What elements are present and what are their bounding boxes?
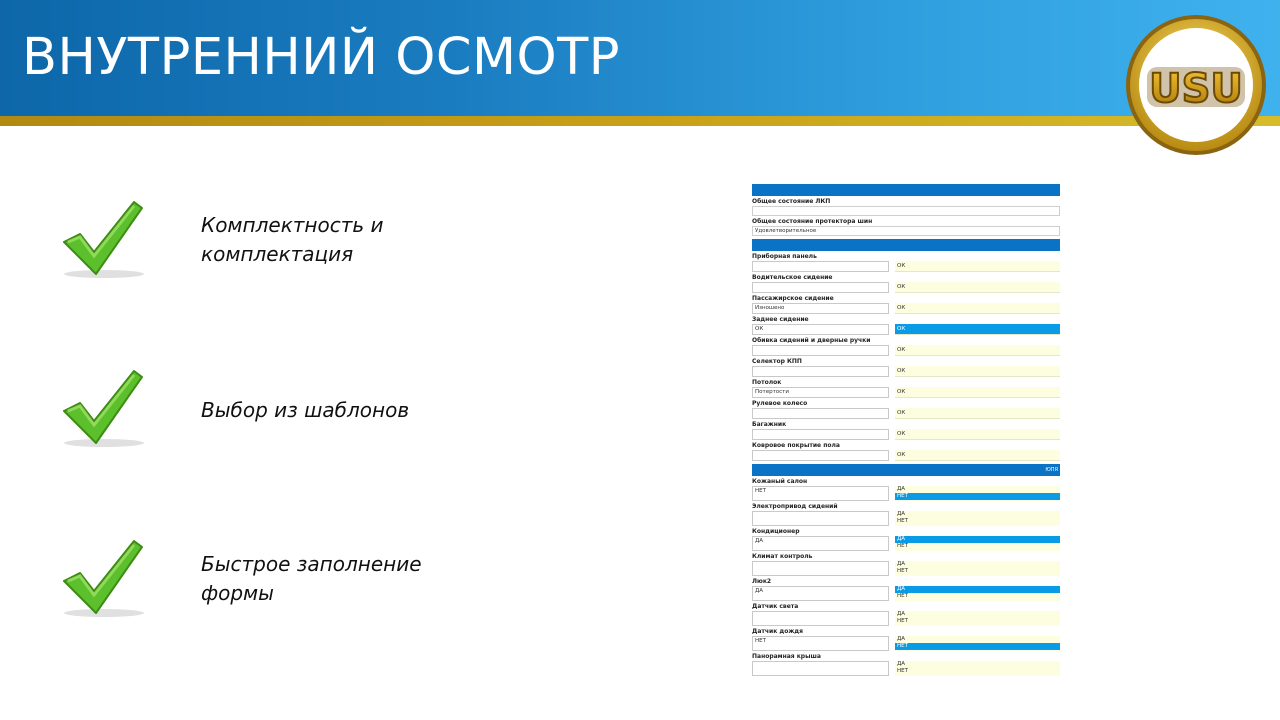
option-no[interactable]: НЕТ <box>897 668 908 674</box>
field-input[interactable] <box>752 561 889 576</box>
field-label: Кондиционер <box>752 528 800 535</box>
template-option[interactable]: ОК <box>895 387 1060 398</box>
field-label: Общее состояние ЛКП <box>752 198 831 205</box>
option-yes[interactable]: ДА <box>897 611 906 617</box>
field-label: Водительское сидение <box>752 274 833 281</box>
template-option[interactable]: ОК <box>895 429 1060 440</box>
field-input[interactable] <box>752 366 889 377</box>
option-no[interactable]: НЕТ <box>897 593 908 599</box>
form-section-header <box>752 184 1060 196</box>
option-list <box>895 636 1060 651</box>
field-input[interactable] <box>752 611 889 626</box>
bullet-item <box>201 211 461 269</box>
template-option[interactable]: ОК <box>895 303 1060 314</box>
template-option-selected[interactable]: ОК <box>895 324 1060 335</box>
bullet-item <box>201 396 461 425</box>
bullet-text-line: Комплектность и <box>201 213 384 237</box>
field-label: Заднее сидение <box>752 316 809 323</box>
usu-logo <box>1125 14 1267 156</box>
field-input[interactable]: Изношено <box>752 303 889 314</box>
field-label: Потолок <box>752 379 782 386</box>
bullet-text-line: комплектация <box>201 242 354 266</box>
field-input[interactable]: ДА <box>752 536 889 551</box>
option-list <box>895 511 1060 526</box>
option-yes[interactable]: ДА <box>897 561 906 567</box>
field-input[interactable]: Потертости <box>752 387 889 398</box>
field-input[interactable]: НЕТ <box>752 636 889 651</box>
field-label: Электропривод сидений <box>752 503 838 510</box>
field-input[interactable] <box>752 429 889 440</box>
field-input[interactable] <box>752 282 889 293</box>
bullet-item <box>201 550 461 608</box>
field-input[interactable]: Удовлетворительное <box>752 226 1060 236</box>
checkmark-icon <box>58 198 154 282</box>
field-input[interactable]: НЕТ <box>752 486 889 501</box>
field-label: Панорамная крыша <box>752 653 821 660</box>
option-yes[interactable]: ДА <box>897 486 906 492</box>
option-list <box>895 586 1060 601</box>
bullet-text-line: Быстрое заполнение <box>201 552 422 576</box>
option-no[interactable]: НЕТ <box>897 543 908 549</box>
option-no[interactable]: НЕТ <box>897 618 908 624</box>
option-no[interactable]: НЕТ <box>897 568 908 574</box>
field-label: Обивка сидений и дверные ручки <box>752 337 871 344</box>
field-label: Рулевое колесо <box>752 400 808 407</box>
field-input[interactable] <box>752 661 889 676</box>
bullet-text-line: Выбор из шаблонов <box>201 398 410 422</box>
field-label: Селектор КПП <box>752 358 802 365</box>
template-option[interactable]: ОК <box>895 366 1060 377</box>
form-section-header: ЮПЯ <box>752 464 1060 476</box>
field-input[interactable] <box>752 261 889 272</box>
inspection-form <box>752 184 1060 680</box>
page-title: ВНУТРЕННИЙ ОСМОТР <box>22 28 621 87</box>
field-label: Багажник <box>752 421 787 428</box>
bullet-text-line: формы <box>201 581 274 605</box>
checkmark-icon <box>58 367 154 451</box>
form-section-header <box>752 239 1060 251</box>
option-no[interactable]: НЕТ <box>895 643 1060 650</box>
option-no[interactable]: НЕТ <box>897 518 908 524</box>
field-label: Датчик дождя <box>752 628 803 635</box>
header-stripe <box>0 116 1280 126</box>
option-yes[interactable]: ДА <box>897 511 906 517</box>
field-input[interactable]: ДА <box>752 586 889 601</box>
option-no[interactable]: НЕТ <box>895 493 1060 500</box>
field-label: Общее состояние протектора шин <box>752 218 873 225</box>
template-option[interactable]: ОК <box>895 408 1060 419</box>
option-list <box>895 611 1060 626</box>
field-input[interactable]: ОК <box>752 324 889 335</box>
template-option[interactable]: ОК <box>895 282 1060 293</box>
option-yes[interactable]: ДА <box>897 661 906 667</box>
logo-text: USU <box>1149 66 1243 112</box>
field-label: Люк2 <box>752 578 772 585</box>
field-input[interactable] <box>752 345 889 356</box>
field-label: Климат контроль <box>752 553 813 560</box>
field-input[interactable] <box>752 511 889 526</box>
field-label: Ковровое покрытие пола <box>752 442 840 449</box>
template-option[interactable]: ОК <box>895 261 1060 272</box>
field-input[interactable] <box>752 206 1060 216</box>
option-list <box>895 661 1060 676</box>
template-option[interactable]: ОК <box>895 450 1060 461</box>
field-label: Кожаный салон <box>752 478 808 485</box>
field-input[interactable] <box>752 408 889 419</box>
option-list <box>895 561 1060 576</box>
field-input[interactable] <box>752 450 889 461</box>
option-list <box>895 536 1060 551</box>
field-label: Приборная панель <box>752 253 817 260</box>
option-list <box>895 486 1060 501</box>
option-yes[interactable]: ДА <box>895 536 1060 543</box>
option-yes[interactable]: ДА <box>895 586 1060 593</box>
checkmark-icon <box>58 537 154 621</box>
field-label: Датчик света <box>752 603 799 610</box>
template-option[interactable]: ОК <box>895 345 1060 356</box>
field-label: Пассажирское сидение <box>752 295 834 302</box>
option-yes[interactable]: ДА <box>897 636 906 642</box>
